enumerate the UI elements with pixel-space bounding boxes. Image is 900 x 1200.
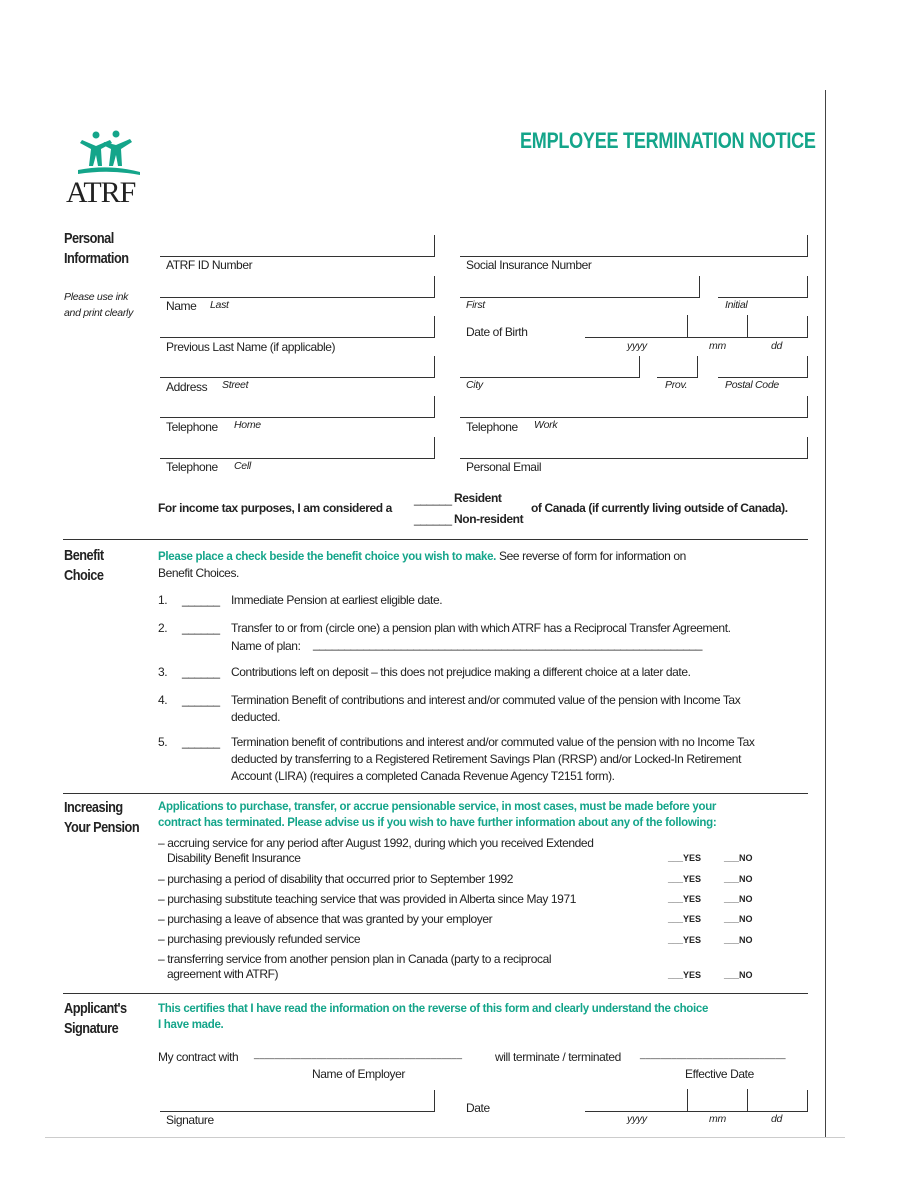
page-right-border <box>825 90 826 1138</box>
employer-field[interactable]: ________________________________________ <box>254 1049 463 1059</box>
date-label: Date <box>466 1101 490 1115</box>
dob-yyyy: yyyy <box>627 340 647 352</box>
no-checkbox[interactable]: ___NO <box>724 970 753 980</box>
certify-text: This certifies that I have read the information on the reverse of this form and clearly understand the choice I have made. <box>158 1003 709 1031</box>
page-bottom-border <box>45 1137 845 1138</box>
ink-note: Please use ink and print clearly <box>64 291 134 319</box>
resident-label: Resident <box>454 491 502 505</box>
section-divider <box>63 993 808 994</box>
work-phone-field[interactable] <box>460 417 808 418</box>
date-dd: dd <box>771 1113 783 1125</box>
yes-checkbox[interactable]: ___YES <box>668 894 702 904</box>
dob-divider <box>687 315 688 337</box>
form-title: EMPLOYEE TERMINATION NOTICE <box>520 128 816 153</box>
effective-date-label: Effective Date <box>685 1067 754 1081</box>
yes-checkbox[interactable]: ___YES <box>668 874 702 884</box>
section-heading-pension: Increasing Your Pension <box>64 799 140 836</box>
benefit-intro: Please place a check beside the benefit choice you wish to make. See reverse of form for information on Benefit Choices. <box>158 549 686 580</box>
sin-field[interactable] <box>460 256 808 257</box>
street-field[interactable] <box>160 377 435 378</box>
contract-label: My contract with <box>158 1050 239 1064</box>
cell-phone-field[interactable] <box>160 458 435 459</box>
initial-label: Initial <box>725 299 748 311</box>
tax-suffix: of Canada (if currently living outside of Canada). <box>531 501 788 515</box>
address-label: Address <box>166 380 208 394</box>
no-checkbox[interactable]: ___NO <box>724 874 753 884</box>
resident-checkbox[interactable]: ______ <box>414 492 452 506</box>
pension-item: – transferring service from another pension plan in Canada (party to a reciprocal agreement with ATRF) <box>158 952 552 981</box>
no-checkbox[interactable]: ___NO <box>724 894 753 904</box>
atrf-logo <box>66 130 146 210</box>
pension-item: – accruing service for any period after August 1992, during which you received Extended Disability Benefit Insurance <box>158 836 594 865</box>
nonresident-label: Non-resident <box>454 512 524 526</box>
home-phone-field[interactable] <box>160 417 435 418</box>
section-divider <box>63 539 808 540</box>
initial-field[interactable] <box>718 297 808 298</box>
telephone-work-label: Telephone <box>466 420 518 434</box>
terminate-label: will terminate / terminated <box>495 1050 621 1064</box>
signature-field[interactable] <box>160 1111 435 1112</box>
postal-code-field[interactable] <box>718 377 808 378</box>
atrf-id-field[interactable] <box>160 256 435 257</box>
plan-name-field[interactable]: ______________________________________________________________ <box>313 637 702 651</box>
logo-text: ATRF <box>66 176 136 209</box>
email-field[interactable] <box>460 458 808 459</box>
pension-item: – purchasing substitute teaching service that was provided in Alberta since May 1971 <box>158 892 576 906</box>
benefit-option-2: 2. ______ Transfer to or from (circle one) a pension plan with which ATRF has a Reciprocal Transfer Agreement. Name of plan: ______________________________________________________________ <box>158 621 731 653</box>
street-label: Street <box>222 379 249 391</box>
prov-label: Prov. <box>665 379 688 391</box>
signature-date-field[interactable] <box>585 1111 808 1112</box>
yes-checkbox[interactable]: ___YES <box>668 914 702 924</box>
pension-item: – purchasing a period of disability that occurred prior to September 1992 <box>158 872 514 886</box>
benefit-option-1: 1. ______ Immediate Pension at earliest eligible date. <box>158 593 443 607</box>
prov-field[interactable] <box>657 377 698 378</box>
yes-checkbox[interactable]: ___YES <box>668 970 702 980</box>
last-name-field[interactable] <box>160 297 435 298</box>
dob-divider <box>747 315 748 337</box>
dob-label: Date of Birth <box>466 325 528 339</box>
signature-label: Signature <box>166 1113 214 1127</box>
employer-label: Name of Employer <box>312 1067 405 1081</box>
pension-item: – purchasing a leave of absence that was granted by your employer <box>158 912 493 926</box>
previous-last-name-field[interactable] <box>160 337 435 338</box>
dob-mm: mm <box>709 340 726 352</box>
option-checkbox[interactable]: ______ <box>182 735 220 749</box>
dob-dd: dd <box>771 340 783 352</box>
name-label: Name <box>166 299 197 313</box>
email-label: Personal Email <box>466 460 542 474</box>
atrf-id-label: ATRF ID Number <box>166 258 253 272</box>
section-divider <box>63 793 808 794</box>
dob-field[interactable] <box>585 337 808 338</box>
no-checkbox[interactable]: ___NO <box>724 935 753 945</box>
pension-intro: Applications to purchase, transfer, or accrue pensionable service, in most cases, must be made before your contract has terminated. Please advise us if you wish to have further information about any of the following: <box>158 801 717 829</box>
date-yyyy: yyyy <box>627 1113 647 1125</box>
first-name-field[interactable] <box>460 297 700 298</box>
option-checkbox[interactable]: ______ <box>182 593 220 607</box>
yes-checkbox[interactable]: ___YES <box>668 853 702 863</box>
section-heading-benefit: Benefit Choice <box>64 547 104 584</box>
date-mm: mm <box>709 1113 726 1125</box>
option-checkbox[interactable]: ______ <box>182 693 220 707</box>
benefit-option-5: 5. ______ Termination benefit of contributions and interest and/or commuted value of the pension with no Income Tax deducted by transferring to a Registered Retirement Savings Plan (RRSP) and/or Locked-In Retirement Account (LIRA) (requires a completed Canada Revenue Agency T2151 form). <box>158 735 755 783</box>
cell-label: Cell <box>234 460 251 472</box>
benefit-option-4: 4. ______ Termination Benefit of contributions and interest and/or commuted value of the pension with Income Tax deducted. <box>158 693 741 724</box>
nonresident-checkbox[interactable]: ______ <box>414 512 452 526</box>
benefit-option-3: 3. ______ Contributions left on deposit – this does not prejudice making a different choice at a later date. <box>158 665 691 679</box>
option-checkbox[interactable]: ______ <box>182 621 220 635</box>
pension-item: – purchasing previously refunded service <box>158 932 361 946</box>
no-checkbox[interactable]: ___NO <box>724 853 753 863</box>
telephone-cell-label: Telephone <box>166 460 218 474</box>
date-divider <box>747 1089 748 1111</box>
date-divider <box>687 1089 688 1111</box>
work-label: Work <box>534 419 558 431</box>
no-checkbox[interactable]: ___NO <box>724 914 753 924</box>
telephone-home-label: Telephone <box>166 420 218 434</box>
tax-text: For income tax purposes, I am considered a <box>158 501 392 515</box>
people-logo-icon <box>74 130 144 180</box>
yes-checkbox[interactable]: ___YES <box>668 935 702 945</box>
option-checkbox[interactable]: ______ <box>182 665 220 679</box>
postal-code-label: Postal Code <box>725 379 779 391</box>
first-label: First <box>466 299 485 311</box>
city-label: City <box>466 379 483 391</box>
last-label: Last <box>210 299 229 311</box>
sin-label: Social Insurance Number <box>466 258 592 272</box>
effective-date-field[interactable]: ____________________________ <box>640 1049 786 1059</box>
previous-last-name-label: Previous Last Name (if applicable) <box>166 340 336 354</box>
city-field[interactable] <box>460 377 640 378</box>
section-heading-signature: Applicant's Signature <box>64 1000 127 1037</box>
section-heading-personal: Personal Information <box>64 230 129 267</box>
home-label: Home <box>234 419 261 431</box>
